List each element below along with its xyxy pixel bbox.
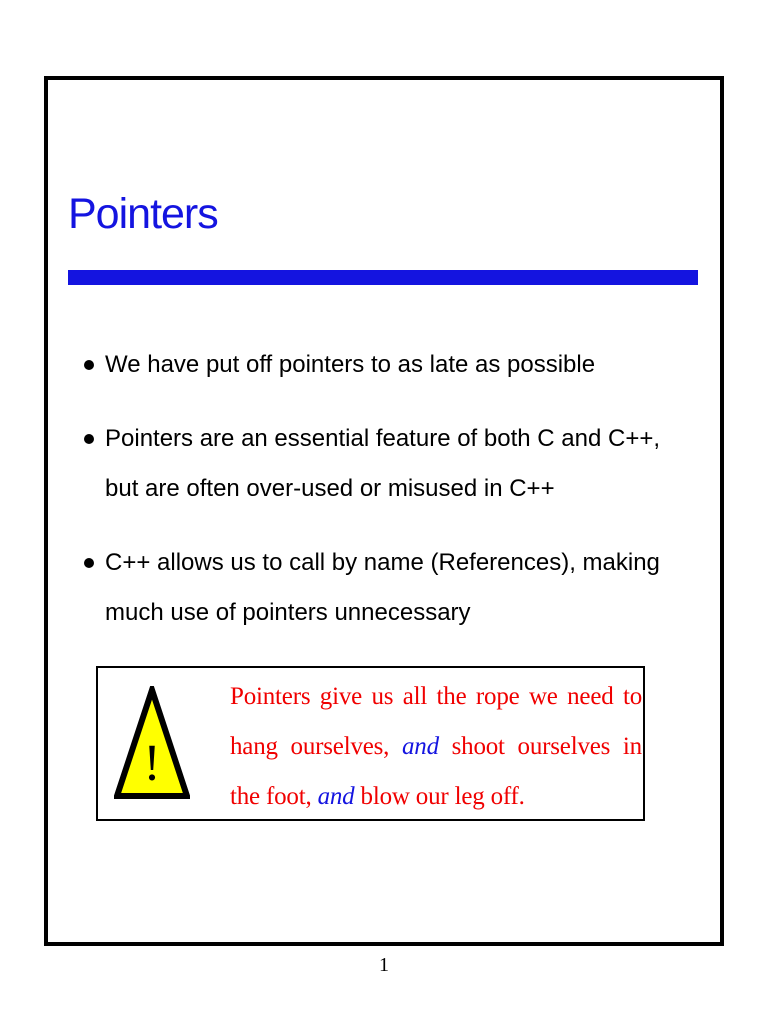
bullet-dot-icon — [84, 558, 94, 568]
warning-part2: shoot ourselves in the foot, — [230, 733, 642, 810]
title-rule — [68, 270, 698, 285]
warning-part3: blow our leg off. — [360, 783, 525, 810]
warning-emphasis-and: and — [317, 783, 355, 810]
bullet-text: Pointers are an essential feature of both C and C++, but are often over-used or misused in C++ — [105, 425, 661, 502]
bullet-text: We have put off pointers to as late as possible — [105, 351, 596, 378]
warning-box — [96, 666, 645, 821]
warning-text — [230, 672, 642, 822]
warning-triangle-icon — [114, 686, 190, 800]
bullet-item — [82, 340, 682, 390]
warning-glyph: ! — [143, 735, 161, 792]
warning-part1: Pointers give us all the rope we need to hang ourselves, — [230, 683, 642, 760]
bullet-dot-icon — [84, 360, 94, 370]
bullet-item — [82, 538, 682, 638]
warning-emphasis-and: and — [401, 733, 439, 760]
bullet-text: C++ allows us to call by name (References), making much use of pointers unnecessary — [105, 549, 660, 626]
bullet-list — [82, 340, 682, 662]
bullet-dot-icon — [84, 434, 94, 444]
page-number: 1 — [379, 954, 389, 976]
slide-title: Pointers — [68, 190, 218, 238]
bullet-item — [82, 414, 682, 514]
